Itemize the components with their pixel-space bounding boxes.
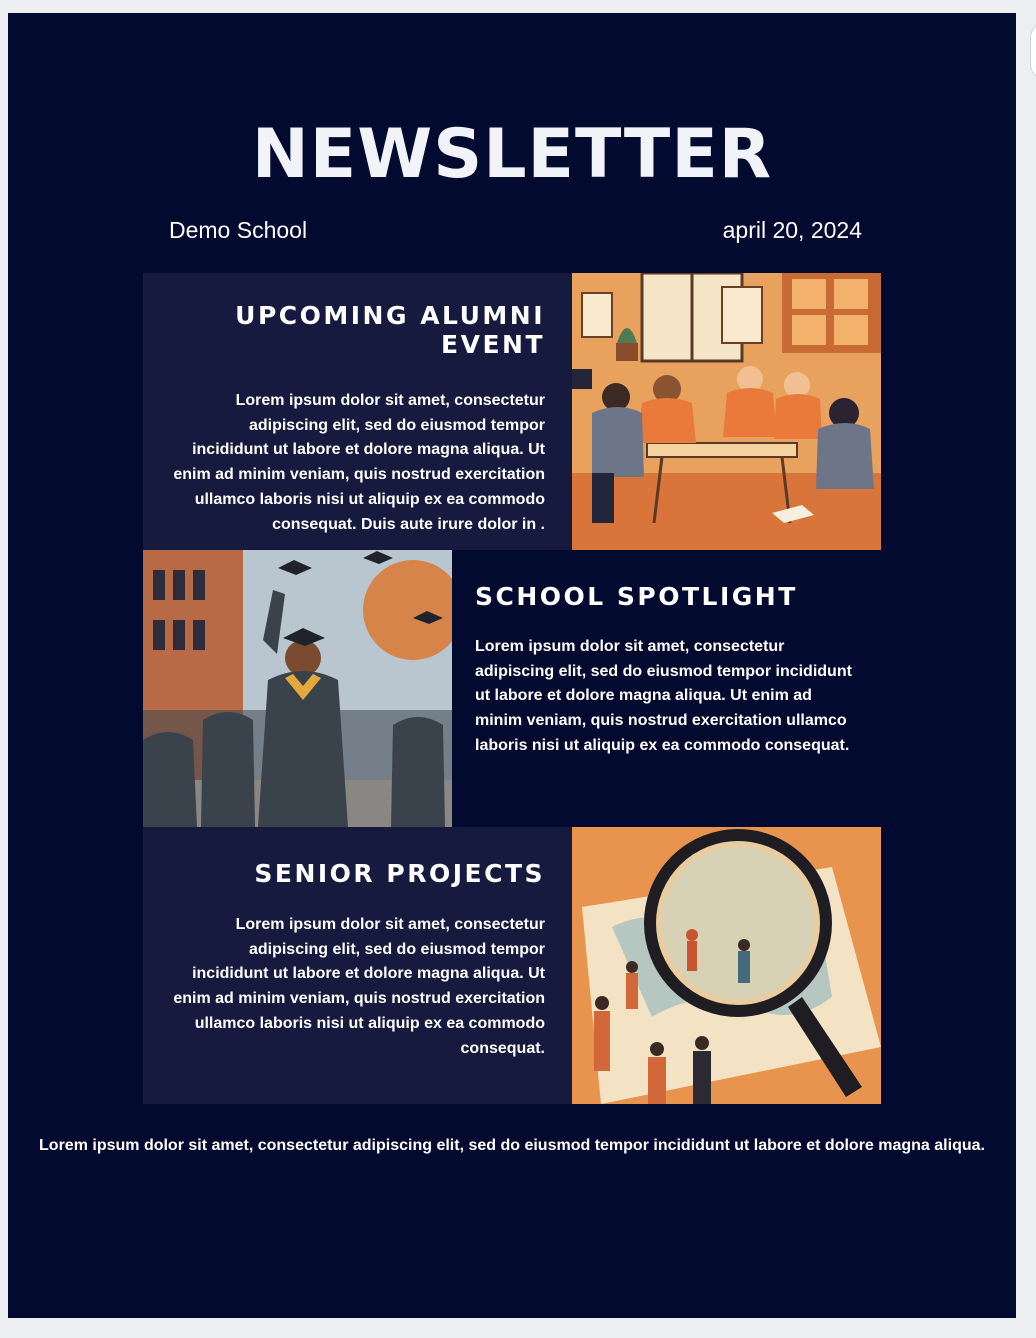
graduation-image (143, 550, 452, 827)
senior-projects-section (143, 827, 572, 1104)
alumni-meeting-image (572, 273, 881, 550)
side-panel-handle[interactable] (1030, 22, 1036, 80)
magnifying-glass-map-image (572, 827, 881, 1104)
section-body: Lorem ipsum dolor sit amet, consectetur adipiscing elit, sed do eiusmod tempor incididunt ut labore et dolore magna aliqua. Ut enim ad minim veniam, quis nostrud exercitation ullamco laboris nisi ut aliquip ex ea commodo consequat. (173, 916, 545, 1057)
school-spotlight-section (452, 550, 881, 827)
issue-date: april 20, 2024 (722, 217, 862, 243)
section-heading: SENIOR PROJECTS (254, 859, 545, 888)
section-heading: UPCOMING ALUMNI EVENT (235, 301, 545, 359)
newsletter-title: NEWSLETTER (251, 115, 773, 194)
footer-text: Lorem ipsum dolor sit amet, consectetur adipiscing elit, sed do eiusmod tempor incididunt ut labore et dolore magna aliqua. (39, 1137, 985, 1154)
school-name: Demo School (169, 217, 308, 243)
section-heading: SCHOOL SPOTLIGHT (475, 582, 798, 611)
newsletter-page (8, 13, 1016, 1318)
alumni-event-section (143, 273, 572, 550)
section-body: Lorem ipsum dolor sit amet, consectetur adipiscing elit, sed do eiusmod tempor incididunt ut labore et dolore magna aliqua. Ut enim ad minim veniam, quis nostrud exercitation ullamco laboris nisi ut aliquip ex ea commodo consequat. Duis aute irure dolor in . (173, 392, 545, 533)
section-body: Lorem ipsum dolor sit amet, consectetur adipiscing elit, sed do eiusmod tempor incididunt ut labore et dolore magna aliqua. Ut enim ad minim veniam, quis nostrud exercitation ullamco laboris nisi ut aliquip ex ea commodo consequat. (475, 638, 852, 754)
